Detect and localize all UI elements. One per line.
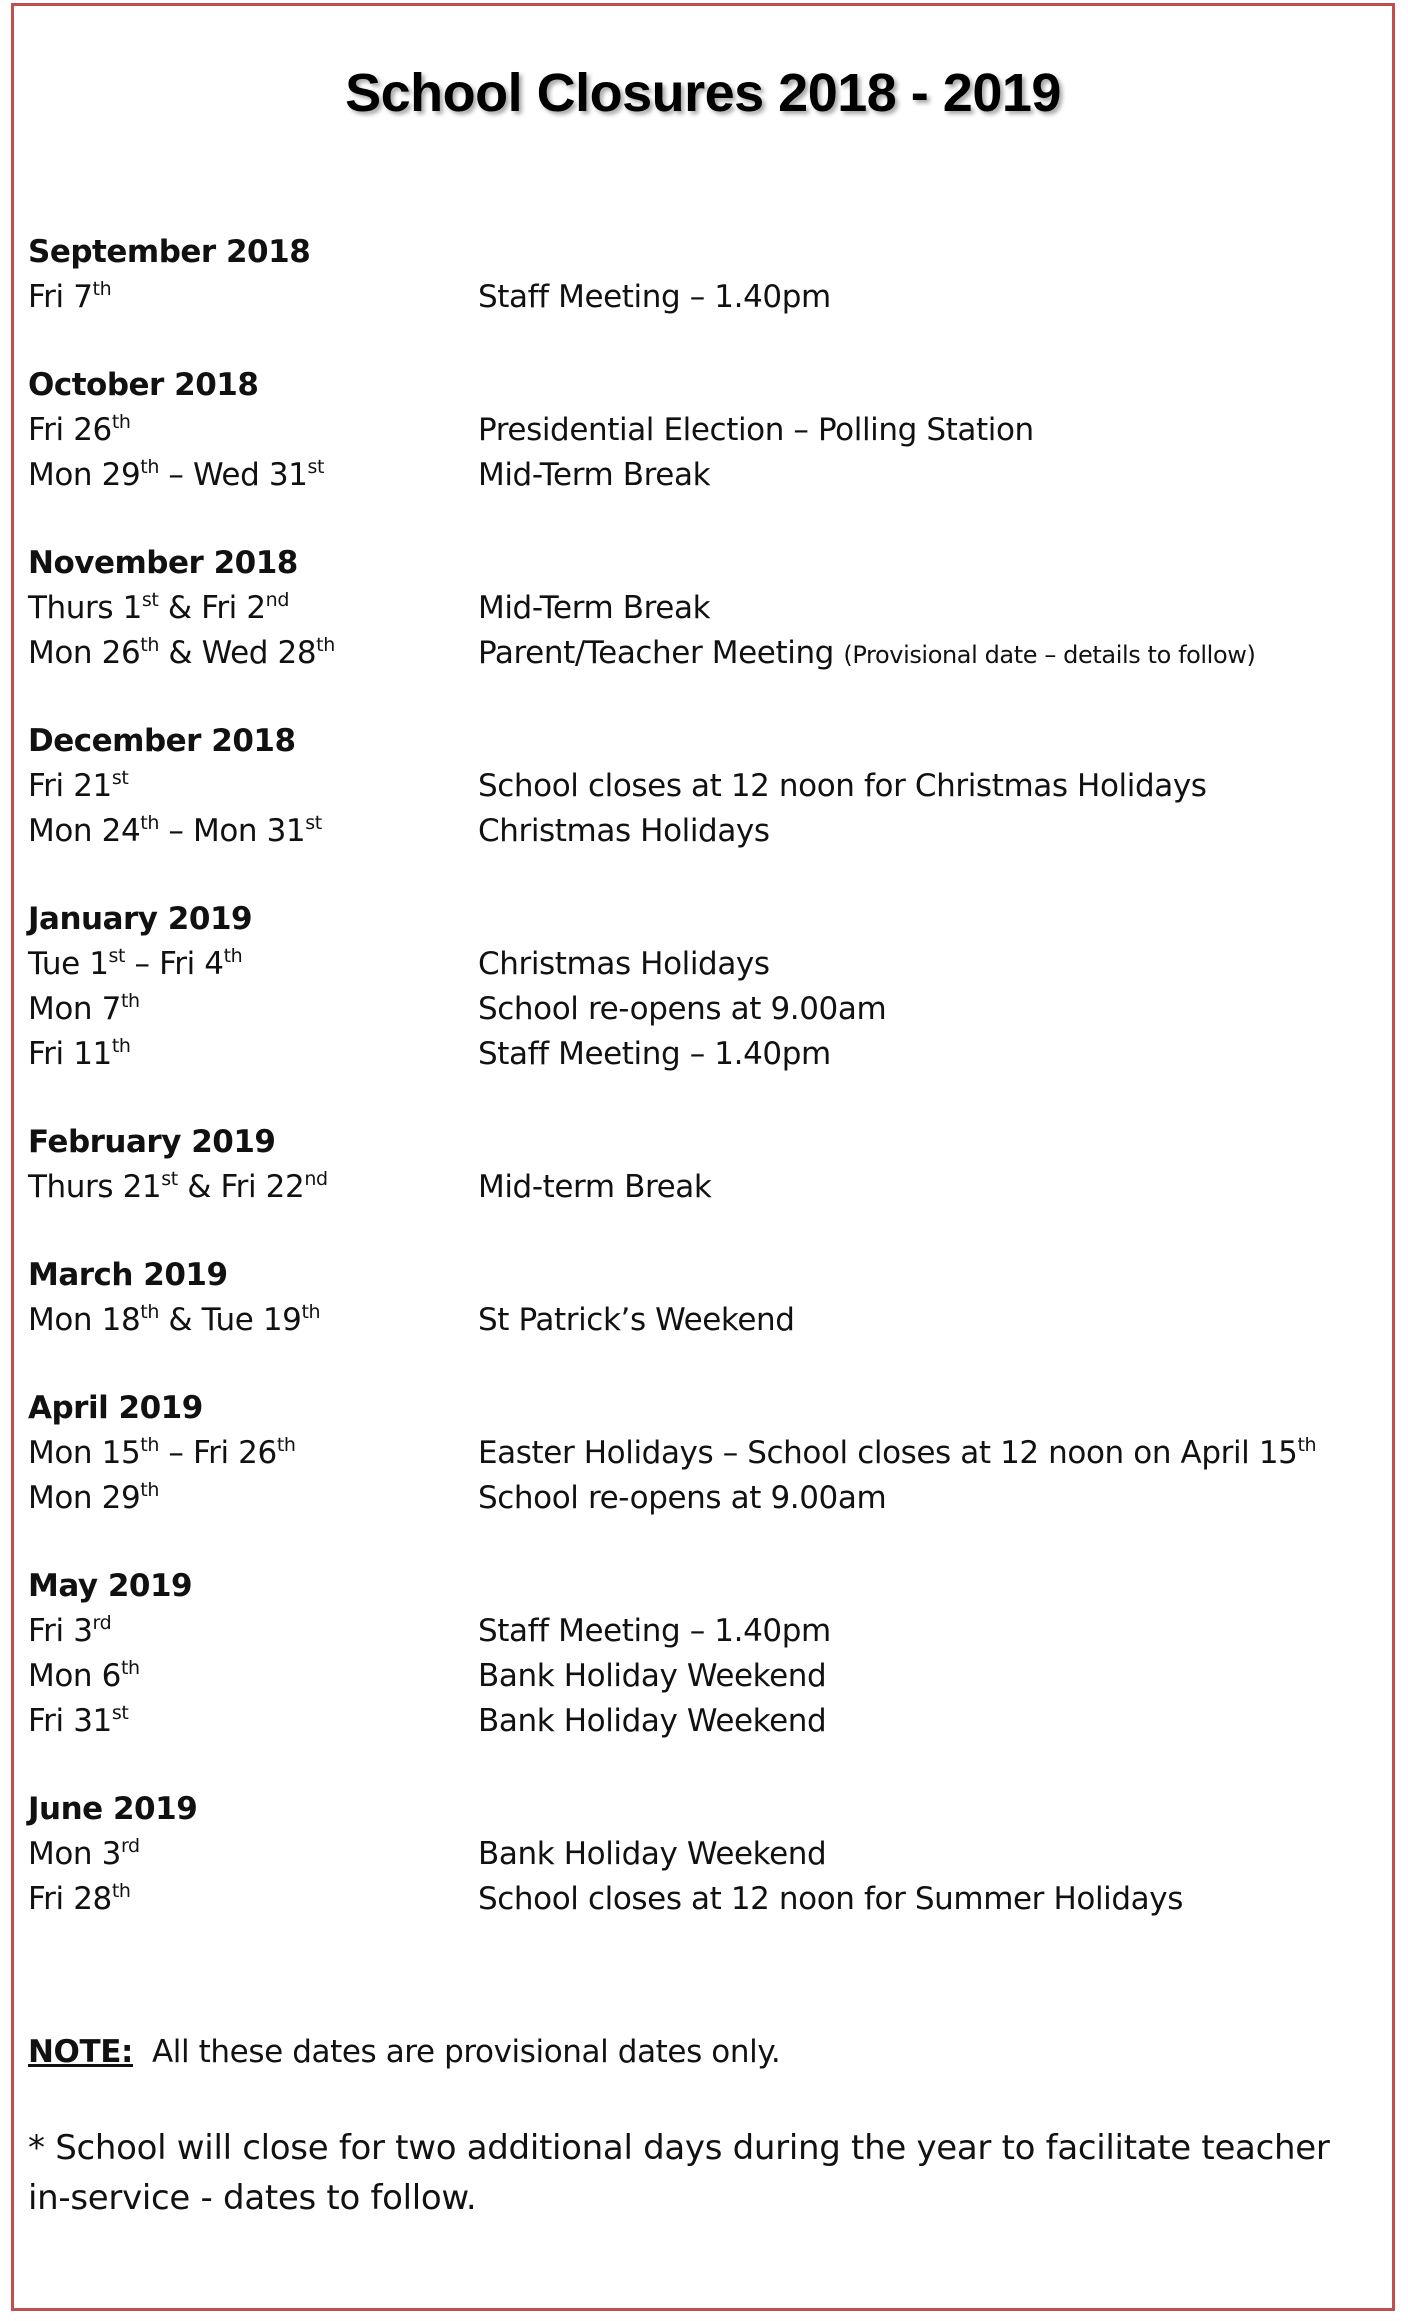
date-text: & Tue 19 xyxy=(158,1302,302,1338)
date-text: Mon 26 xyxy=(28,635,141,671)
ordinal-suffix: st xyxy=(305,812,322,834)
closure-row xyxy=(28,453,1378,498)
closure-row xyxy=(28,1699,1378,1744)
month-heading: March 2019 xyxy=(28,1257,228,1293)
closure-event xyxy=(478,764,1378,809)
ordinal-suffix: th xyxy=(140,456,159,478)
month-heading: April 2019 xyxy=(28,1390,203,1426)
date-text: Thurs 21 xyxy=(28,1169,162,1205)
date-text: Fri 3 xyxy=(28,1613,93,1649)
closure-event xyxy=(478,1476,1378,1521)
month-block xyxy=(28,897,1378,1077)
closures-list xyxy=(28,230,1378,1965)
date-text: Mon 29 xyxy=(28,1480,141,1516)
closure-row xyxy=(28,764,1378,809)
month-block xyxy=(28,1564,1378,1744)
ordinal-suffix: th xyxy=(111,1880,131,1902)
closure-row xyxy=(28,942,1378,987)
date-text: Tue 1 xyxy=(28,946,109,982)
closure-event xyxy=(478,1431,1378,1476)
date-text: Fri 31 xyxy=(28,1703,112,1739)
page-title: School Closures 2018 - 2019 xyxy=(345,63,1061,123)
closure-date xyxy=(28,1298,478,1343)
date-text: Mon 6 xyxy=(28,1658,121,1694)
ordinal-suffix: rd xyxy=(92,1612,112,1634)
month-heading: May 2019 xyxy=(28,1568,193,1604)
month-block xyxy=(28,719,1378,854)
event-text: St Patrick’s Weekend xyxy=(478,1302,795,1338)
in-service-notice: * School will close for two additional days during the year to facilitate teacher in-service - dates to follow. xyxy=(28,2128,1330,2218)
closure-event xyxy=(478,1877,1378,1922)
ordinal-suffix: th xyxy=(140,634,159,656)
event-text: Bank Holiday Weekend xyxy=(478,1836,827,1872)
month-heading: September 2018 xyxy=(28,234,311,270)
closure-date xyxy=(28,453,478,498)
page-frame xyxy=(11,3,1395,2311)
event-text: School re-opens at 9.00am xyxy=(478,1480,887,1516)
date-text: Fri 11 xyxy=(28,1036,112,1072)
ordinal-suffix: st xyxy=(141,589,159,611)
month-heading: June 2019 xyxy=(28,1791,198,1827)
closure-row xyxy=(28,987,1378,1032)
ordinal-suffix: th xyxy=(140,1434,159,1456)
ordinal-suffix: st xyxy=(307,456,325,478)
date-text: Mon 7 xyxy=(28,991,121,1027)
closure-date xyxy=(28,987,478,1032)
note-text: All these dates are provisional dates only. xyxy=(151,2034,781,2070)
date-text: Mon 29 xyxy=(28,457,141,493)
event-text: (Provisional date – details to follow) xyxy=(843,641,1256,669)
closure-event xyxy=(478,1609,1378,1654)
date-text: Fri 28 xyxy=(28,1881,112,1917)
closure-row xyxy=(28,1431,1378,1476)
closure-date xyxy=(28,942,478,987)
closure-row xyxy=(28,1609,1378,1654)
closure-row xyxy=(28,809,1378,854)
closure-date xyxy=(28,275,478,320)
closure-event xyxy=(478,987,1378,1032)
closure-row xyxy=(28,275,1378,320)
ordinal-suffix: nd xyxy=(304,1168,328,1190)
note-label: NOTE: xyxy=(28,2034,134,2070)
ordinal-suffix: th xyxy=(120,990,140,1012)
event-text: Mid-term Break xyxy=(478,1169,712,1205)
ordinal-suffix: rd xyxy=(120,1835,140,1857)
closure-event xyxy=(478,631,1378,676)
closure-row xyxy=(28,408,1378,453)
closure-date xyxy=(28,1877,478,1922)
date-text: – Wed 31 xyxy=(158,457,308,493)
ordinal-suffix: th xyxy=(111,1035,131,1057)
closure-date xyxy=(28,586,478,631)
closure-event xyxy=(478,809,1378,854)
month-block xyxy=(28,1120,1378,1210)
ordinal-suffix: th xyxy=(92,278,112,300)
closure-row xyxy=(28,1654,1378,1699)
event-text: Mid-Term Break xyxy=(478,590,711,626)
closure-row xyxy=(28,631,1378,676)
ordinal-suffix: th xyxy=(140,812,159,834)
closure-date xyxy=(28,408,478,453)
event-text: Bank Holiday Weekend xyxy=(478,1703,827,1739)
closure-event xyxy=(478,1832,1378,1877)
closure-date xyxy=(28,1431,478,1476)
ordinal-suffix: th xyxy=(316,634,335,656)
date-text: Mon 18 xyxy=(28,1302,141,1338)
month-heading: December 2018 xyxy=(28,723,296,759)
ordinal-suffix: th xyxy=(223,945,243,967)
ordinal-suffix: th xyxy=(276,1434,296,1456)
ordinal-suffix: th xyxy=(140,1479,159,1501)
month-heading: October 2018 xyxy=(28,367,259,403)
date-text: Mon 3 xyxy=(28,1836,121,1872)
closure-event xyxy=(478,586,1378,631)
closure-row xyxy=(28,1832,1378,1877)
event-text: Mid-Term Break xyxy=(478,457,711,493)
closure-event xyxy=(478,408,1378,453)
note xyxy=(28,2034,1378,2070)
ordinal-suffix: th xyxy=(301,1301,321,1323)
closure-date xyxy=(28,1699,478,1744)
date-text: Fri 26 xyxy=(28,412,112,448)
ordinal-suffix: th xyxy=(111,411,131,433)
ordinal-suffix: nd xyxy=(265,589,289,611)
closure-row xyxy=(28,1298,1378,1343)
closure-row xyxy=(28,1165,1378,1210)
closure-date xyxy=(28,1165,478,1210)
date-text: & Fri 2 xyxy=(158,590,266,626)
ordinal-suffix: st xyxy=(161,1168,178,1190)
ordinal-suffix: th xyxy=(1297,1434,1317,1456)
ordinal-suffix: st xyxy=(111,767,129,789)
closure-event xyxy=(478,1032,1378,1077)
closure-event xyxy=(478,453,1378,498)
month-block xyxy=(28,541,1378,676)
event-text: Parent/Teacher Meeting xyxy=(478,635,844,671)
event-text: School closes at 12 noon for Summer Holidays xyxy=(478,1881,1183,1917)
event-text: Christmas Holidays xyxy=(478,813,770,849)
month-heading: January 2019 xyxy=(28,901,253,937)
event-text: Easter Holidays – School closes at 12 noon on April 15 xyxy=(478,1435,1298,1471)
ordinal-suffix: st xyxy=(108,945,126,967)
closure-event xyxy=(478,1654,1378,1699)
event-text: Staff Meeting – 1.40pm xyxy=(478,1613,831,1649)
closure-date xyxy=(28,809,478,854)
month-heading: November 2018 xyxy=(28,545,298,581)
closure-row xyxy=(28,1877,1378,1922)
closure-date xyxy=(28,1832,478,1877)
event-text: Christmas Holidays xyxy=(478,946,770,982)
date-text: & Wed 28 xyxy=(158,635,317,671)
date-text: Fri 21 xyxy=(28,768,112,804)
closure-event xyxy=(478,1699,1378,1744)
closure-date xyxy=(28,1654,478,1699)
closure-event xyxy=(478,1165,1378,1210)
event-text: School closes at 12 noon for Christmas Holidays xyxy=(478,768,1207,804)
event-text: Bank Holiday Weekend xyxy=(478,1658,827,1694)
date-text: Mon 15 xyxy=(28,1435,141,1471)
closure-row xyxy=(28,1476,1378,1521)
month-block xyxy=(28,230,1378,320)
closure-date xyxy=(28,764,478,809)
month-block xyxy=(28,1787,1378,1922)
closure-date xyxy=(28,1032,478,1077)
closure-date xyxy=(28,1609,478,1654)
closure-date xyxy=(28,631,478,676)
date-text: Fri 7 xyxy=(28,279,93,315)
closure-event xyxy=(478,275,1378,320)
date-text: – Fri 26 xyxy=(158,1435,277,1471)
event-text: Staff Meeting – 1.40pm xyxy=(478,279,831,315)
month-block xyxy=(28,1253,1378,1343)
date-text: – Fri 4 xyxy=(125,946,224,982)
closure-row xyxy=(28,1032,1378,1077)
closure-event xyxy=(478,1298,1378,1343)
ordinal-suffix: th xyxy=(120,1657,140,1679)
closure-event xyxy=(478,942,1378,987)
closure-date xyxy=(28,1476,478,1521)
date-text: Thurs 1 xyxy=(28,590,142,626)
month-heading: February 2019 xyxy=(28,1124,276,1160)
event-text: Staff Meeting – 1.40pm xyxy=(478,1036,831,1072)
date-text: Mon 24 xyxy=(28,813,141,849)
month-block xyxy=(28,363,1378,498)
month-block xyxy=(28,1386,1378,1521)
event-text: Presidential Election – Polling Station xyxy=(478,412,1034,448)
closure-row xyxy=(28,586,1378,631)
event-text: School re-opens at 9.00am xyxy=(478,991,887,1027)
date-text: & Fri 22 xyxy=(177,1169,305,1205)
ordinal-suffix: st xyxy=(111,1702,129,1724)
ordinal-suffix: th xyxy=(140,1301,159,1323)
date-text: – Mon 31 xyxy=(158,813,306,849)
